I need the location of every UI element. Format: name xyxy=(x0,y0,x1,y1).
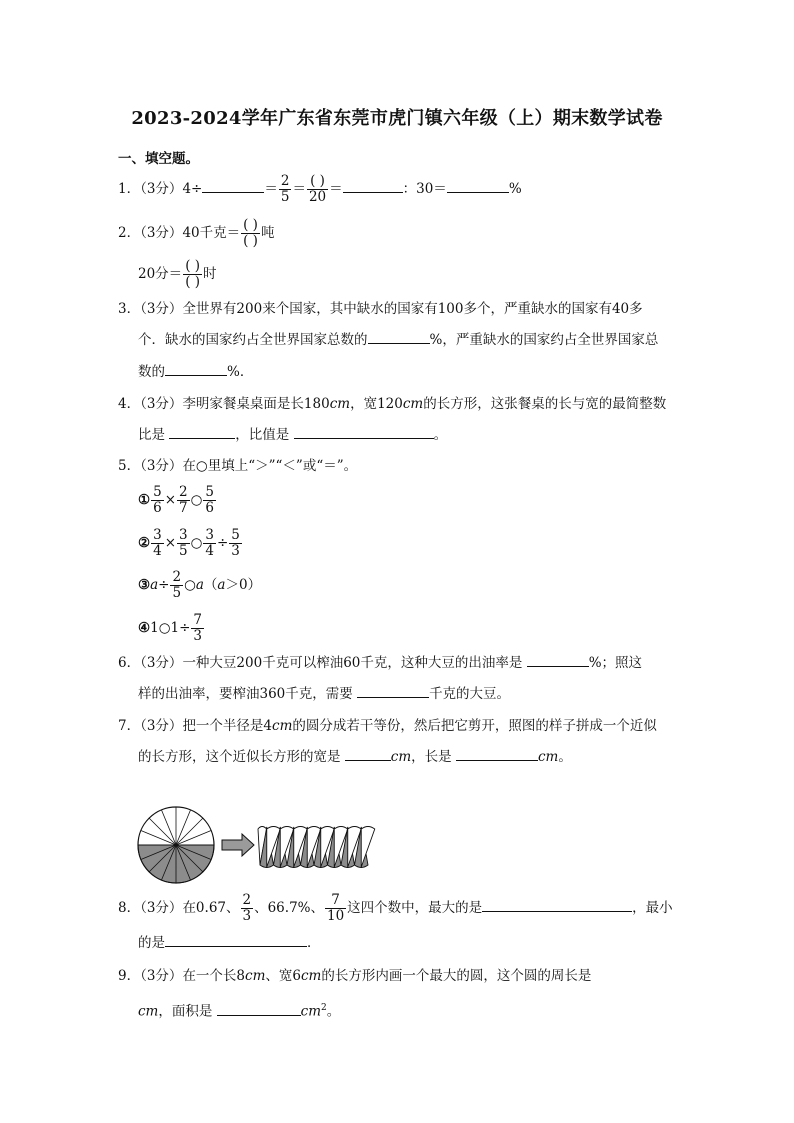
page-title: 2023-2024学年广东省东莞市虎门镇六年级（上）期末数学试卷 xyxy=(131,108,663,129)
answer-blank[interactable] xyxy=(345,746,391,761)
question-7: 7．（3分）把一个半径是4cm的圆分成若干等份，然后把它剪开，照图的样子拼成一个近似 xyxy=(118,718,657,734)
rearranged-sectors xyxy=(258,827,375,868)
answer-blank[interactable] xyxy=(165,361,227,376)
answer-blank[interactable] xyxy=(368,329,430,344)
answer-blank[interactable] xyxy=(169,424,235,439)
answer-blank[interactable] xyxy=(357,683,429,698)
circle-to-rectangle-figure xyxy=(136,805,386,887)
compare-circle[interactable]: ○ xyxy=(190,492,203,508)
answer-blank[interactable] xyxy=(294,424,434,439)
compare-item-1: ① $\frac{5}{6}$ × $\frac{2}{7}$ ○ $\frac{5}{6}$ xyxy=(138,484,214,516)
arrow-icon xyxy=(222,834,254,856)
compare-item-3: ③a÷ $\frac{2}{5}$ ○a（a＞0） xyxy=(138,569,262,601)
question-2: 2．（3分）40千克＝ $\frac{( )}{( )}$ 吨 xyxy=(118,217,275,249)
question-4: 4．（3分）李明家餐桌桌面是长180cm，宽120cm的长方形，这张餐桌的长与宽的最简整数 xyxy=(118,396,667,412)
question-9: 9．（3分）在一个长8cm、宽6cm的长方形内画一个最大的圆，这个圆的周长是 xyxy=(118,968,592,984)
answer-blank[interactable] xyxy=(482,897,632,912)
answer-blank[interactable] xyxy=(527,652,589,667)
compare-circle[interactable]: ○ xyxy=(184,577,196,593)
section-heading: 一、填空题。 xyxy=(118,151,199,167)
answer-blank[interactable] xyxy=(456,746,538,761)
divided-circle xyxy=(138,807,214,883)
question-2-part-2: 20分＝ $\frac{( )}{( )}$ 时 xyxy=(138,258,217,290)
answer-blank[interactable] xyxy=(202,178,264,193)
answer-blank[interactable] xyxy=(447,178,509,193)
question-3: 3．（3分）全世界有200来个国家，其中缺水的国家有100多个，严重缺水的国家有40多 xyxy=(118,301,643,317)
answer-blank[interactable] xyxy=(217,1001,301,1016)
answer-blank[interactable] xyxy=(165,932,307,947)
answer-blank[interactable] xyxy=(343,178,403,193)
compare-circle[interactable]: ○ xyxy=(190,535,203,551)
question-1: 1．（3分）4÷ ＝ $\frac{2}{5}$ ＝ $\frac{( )}{20}$ ＝ ：30＝ % xyxy=(118,173,522,205)
question-6: 6．（3分）一种大豆200千克可以榨油60千克，这种大豆的出油率是 %；照这 xyxy=(118,652,642,674)
compare-item-4: ④1○1÷ $\frac{7}{3}$ xyxy=(138,612,202,644)
compare-item-2: ② $\frac{3}{4}$ × $\frac{3}{5}$ ○ $\frac{3}{4}$ ÷ $\frac{5}{3}$ xyxy=(138,527,240,559)
question-5: 5．（3分）在○里填上“＞”“＜”或“＝”。 xyxy=(118,458,358,474)
question-8: 8．（3分）在0.67、 $\frac{2}{3}$ 、66.7%、 $\frac{7}{10}$ 这四个数中，最大的是 ，最小 xyxy=(118,892,673,924)
